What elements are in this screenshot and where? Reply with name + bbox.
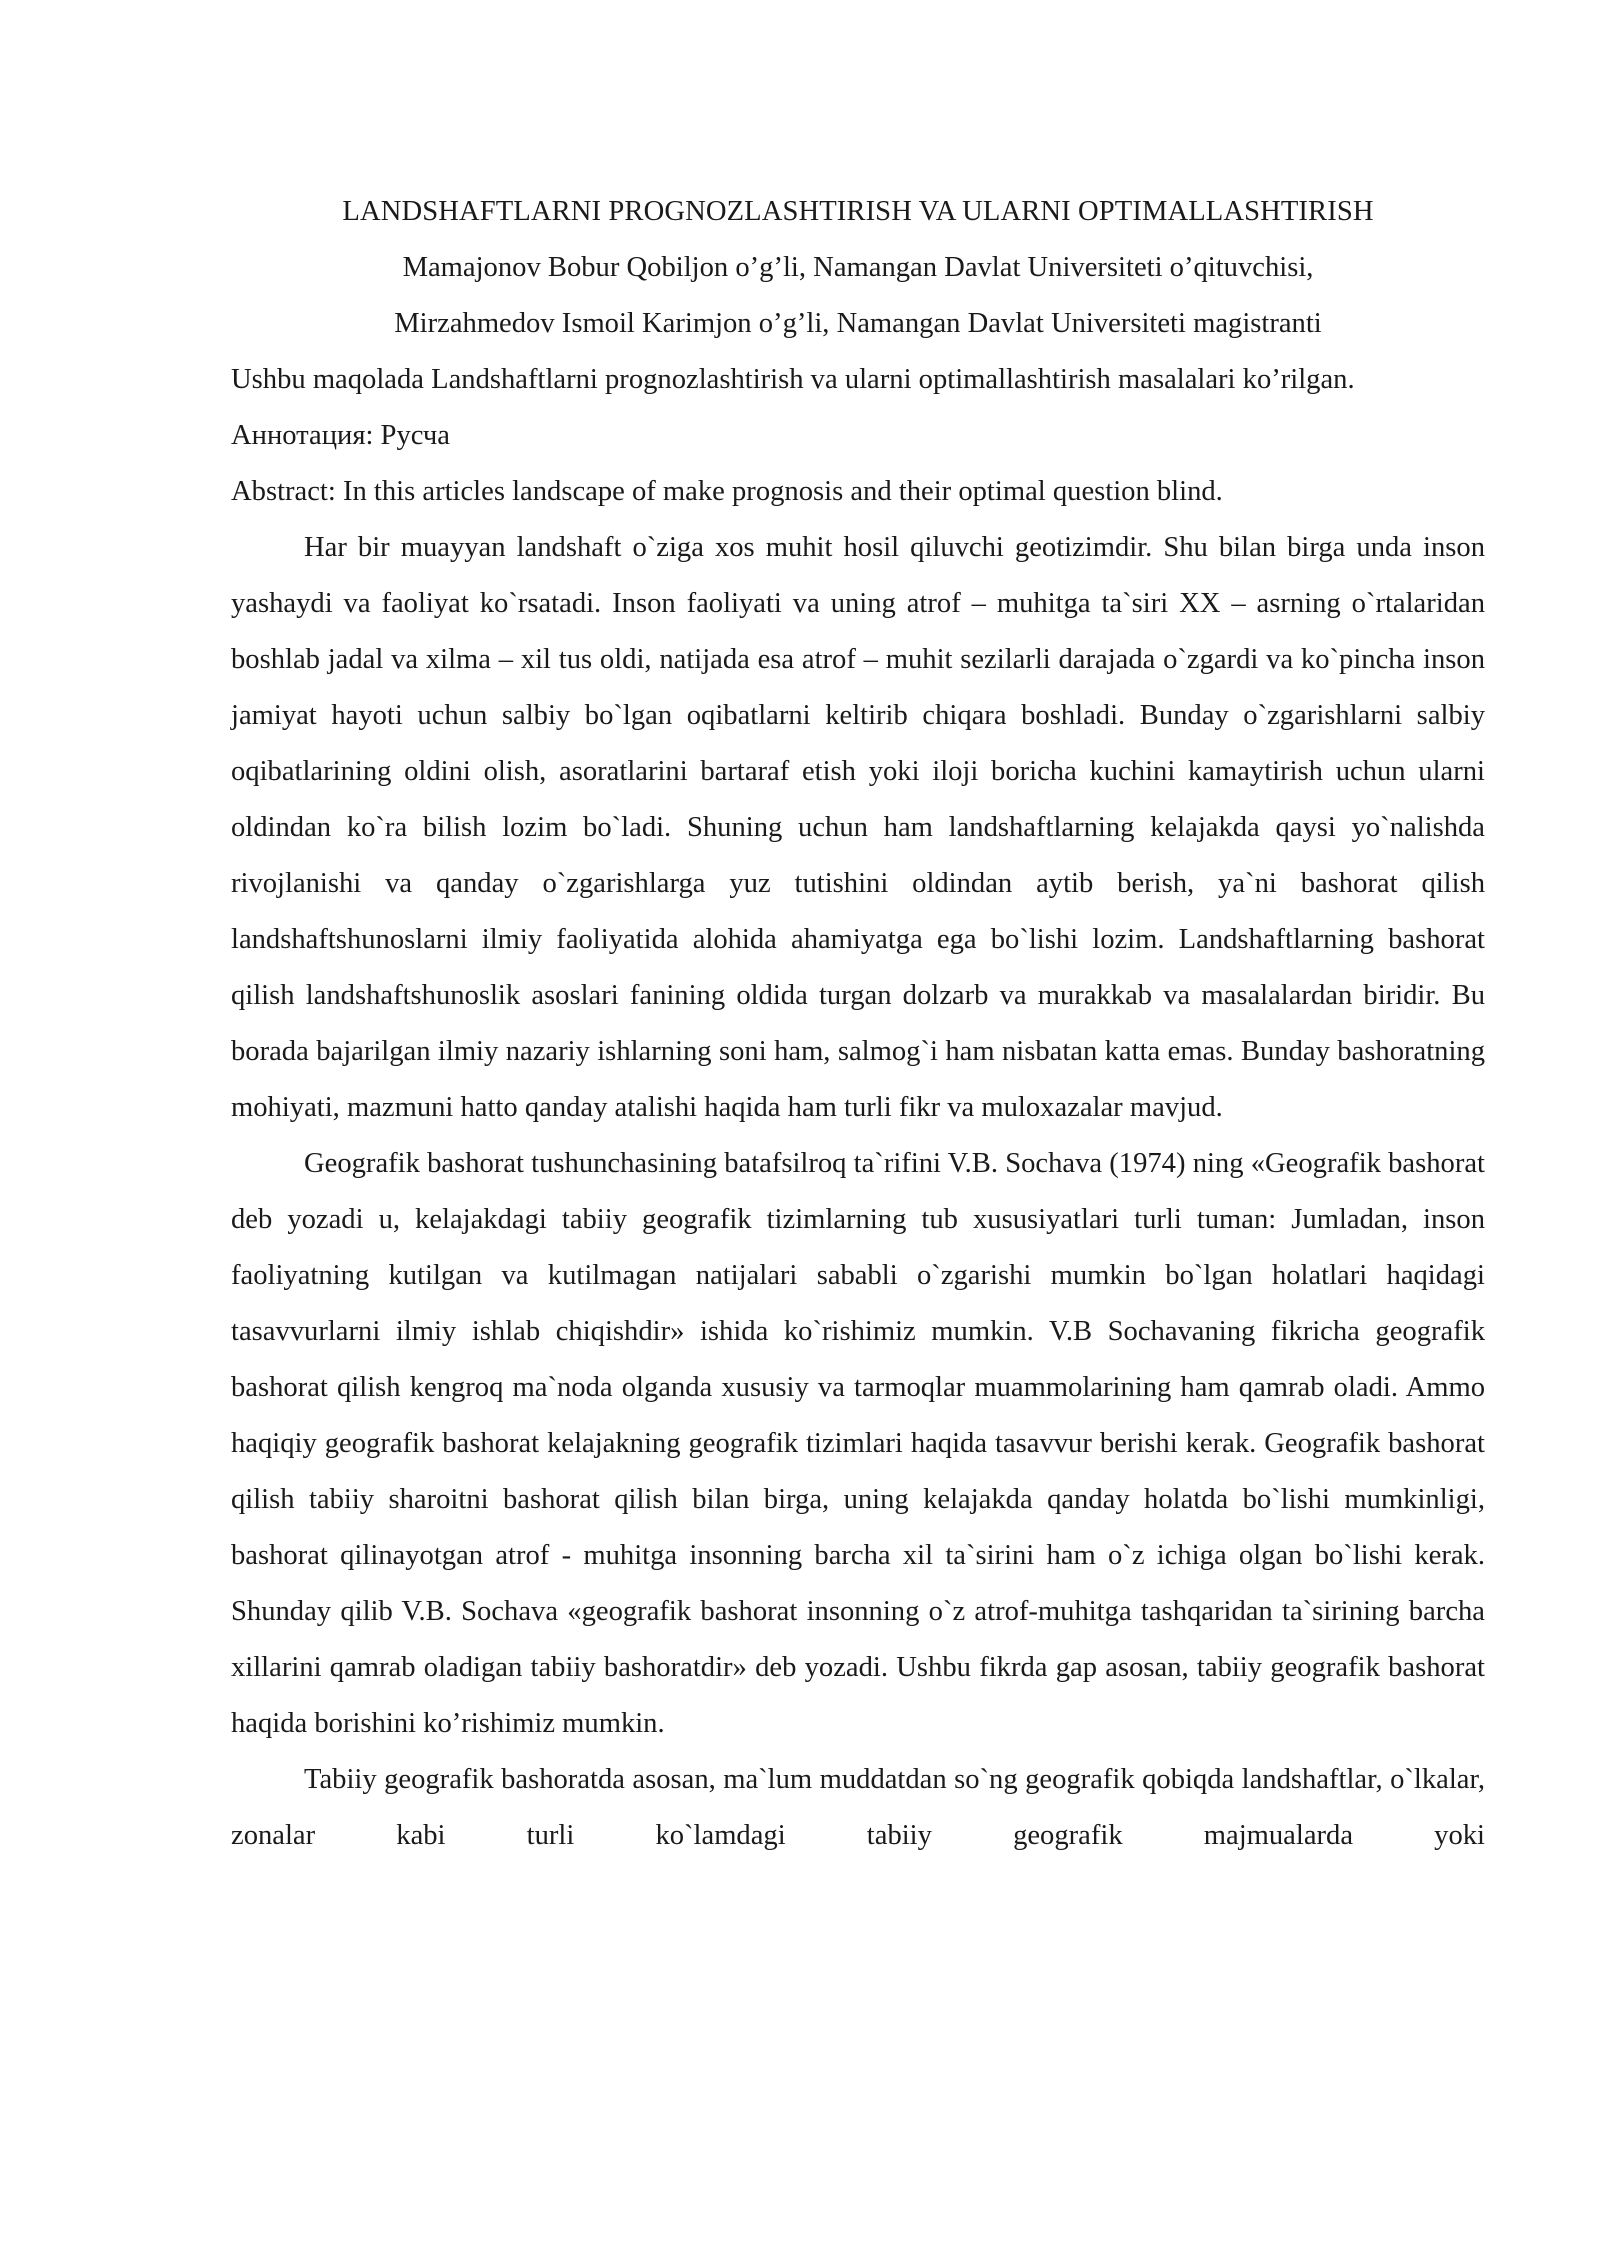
- summary-text: Ushbu maqolada Landshaftlarni prognozlashtirish va ularni optimallashtirish masalalari ko’rilgan.: [231, 364, 1355, 395]
- document-page: [231, 184, 1485, 1864]
- annotation-text: Аннотация: Русча: [231, 420, 450, 451]
- body-paragraph-2: Geografik bashorat tushunchasining batafsilroq ta`rifini V.B. Sochava (1974) ning «Geografik bashorat deb yozadi u, kelajakdagi tabiiy geografik tizimlarning tub xususiyatlari turli tuman: Jumladan, inson faoliyatning kutilgan va kutilmagan natijalari sababli o`zgarishi mumkin bo`lgan holatlari haqidagi tasavvurlarni ilmiy ishlab chiqishdir» ishida ko`rishimiz mumkin. V.B Sochavaning fikricha geografik bashorat qilish kengroq ma`noda olganda xususiy va tarmoqlar muammolarining ham qamrab oladi. Ammo haqiqiy geografik bashorat kelajakning geografik tizimlari haqida tasavvur berishi kerak. Geografik bashorat qilish tabiiy sharoitni bashorat qilish bilan birga, uning kelajakda qanday holatda bo`lishi mumkinligi, bashorat qilinayotgan atrof - muhitga insonning barcha xil ta`sirini ham o`z ichiga olgan bo`lishi kerak. Shunday qilib V.B. Sochava «geografik bashorat insonning o`z atrof-muhitga tashqaridan ta`sirining barcha xillarini qamrab oladigan tabiiy bashoratdir» deb yozadi. Ushbu fikrda gap asosan, tabiiy geografik bashorat haqida borishini ko’rishimiz mumkin.: [231, 1148, 1485, 1739]
- author-line-2: Mirzahmedov Ismoil Karimjon o’g’li, Namangan Davlat Universiteti magistranti: [394, 308, 1322, 339]
- abstract-text: Abstract: In this articles landscape of make prognosis and their optimal question blind.: [231, 476, 1223, 507]
- author-line-1: Mamajonov Bobur Qobiljon o’g’li, Namangan Davlat Universiteti o’qituvchisi,: [402, 252, 1314, 283]
- body-paragraph-3: Tabiiy geografik bashoratda asosan, ma`lum muddatdan so`ng geografik qobiqda landshaftlar, o`lkalar, zonalar kabi turli ko`lamdagi tabiiy geografik majmualarda yoki: [231, 1764, 1485, 1851]
- article-title: LANDSHAFTLARNI PROGNOZLASHTIRISH VA ULARNI OPTIMALLASHTIRISH: [342, 196, 1374, 227]
- body-paragraph-1: Har bir muayyan landshaft o`ziga xos muhit hosil qiluvchi geotizimdir. Shu bilan birga unda inson yashaydi va faoliyat ko`rsatadi. Inson faoliyati va uning atrof – muhitga ta`siri XX – asrning o`rtalaridan boshlab jadal va xilma – xil tus oldi, natijada esa atrof – muhit sezilarli darajada o`zgardi va ko`pincha inson jamiyat hayoti uchun salbiy bo`lgan oqibatlarni keltirib chiqara boshladi. Bunday o`zgarishlarni salbiy oqibatlarining oldini olish, asoratlarini bartaraf etish yoki iloji boricha kuchini kamaytirish uchun ularni oldindan ko`ra bilish lozim bo`ladi. Shuning uchun ham landshaftlarning kelajakda qaysi yo`nalishda rivojlanishi va qanday o`zgarishlarga yuz tutishini oldindan aytib berish, ya`ni bashorat qilish landshaftshunoslarni ilmiy faoliyatida alohida ahamiyatga ega bo`lishi lozim. Landshaftlarning bashorat qilish landshaftshunoslik asoslari fanining oldida turgan dolzarb va murakkab va masalalardan biridir. Bu borada bajarilgan ilmiy nazariy ishlarning soni ham, salmog`i ham nisbatan katta emas. Bunday bashoratning mohiyati, mazmuni hatto qanday atalishi haqida ham turli fikr va muloxazalar mavjud.: [231, 532, 1485, 1123]
